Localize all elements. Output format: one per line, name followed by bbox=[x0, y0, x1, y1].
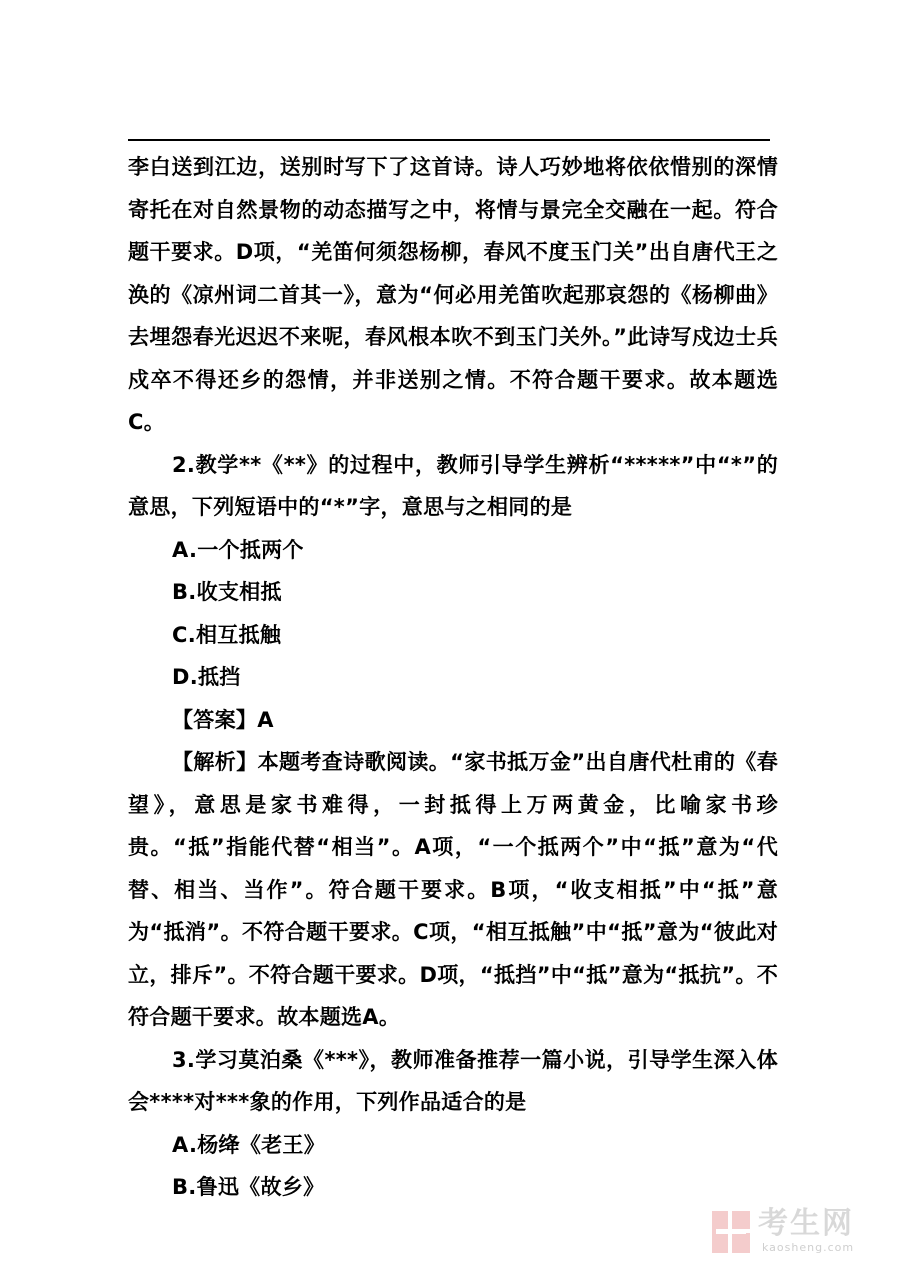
question-3-option-a: A.杨绛《老王》 bbox=[172, 1132, 326, 1157]
continued-analysis-paragraph: 李白送到江边，送别时写下了这首诗。诗人巧妙地将依依惜别的深情寄托在对自然景物的动态描写之中，将情与景完全交融在一起。符合题干要求。D项，“羌笛何须怨杨柳，春风不度玉门关”出自唐代王之涣的《凉州词二首其一》，意为“何必用羌笛吹起那哀怨的《杨柳曲》去埋怨春光迟迟不来呢，春风根本吹不到玉门关外。”此诗写戍边士兵戍卒不得还乡的怨情，并非送别之情。不符合题干要求。故本题选C。 bbox=[128, 155, 778, 434]
question-3-option-b: B.鲁迅《故乡》 bbox=[172, 1175, 325, 1199]
question-2-option-b: B.收支相抵 bbox=[172, 580, 282, 604]
watermark-logo-icon bbox=[710, 1209, 752, 1255]
question-2-option-a: A.一个抵两个 bbox=[172, 537, 304, 562]
question-2-stem: 2.教学**《**》的过程中，教师引导学生辨析“*****”中“*”的意思，下列短语中的“*”字，意思与之相同的是 bbox=[128, 452, 778, 519]
document-body bbox=[128, 146, 778, 1209]
question-2-option-d: D.抵挡 bbox=[172, 665, 241, 689]
question-2-option-c: C.相互抵触 bbox=[172, 622, 282, 647]
header-rule bbox=[128, 139, 770, 141]
watermark-url: kaosheng.com bbox=[762, 1241, 855, 1254]
watermark-title: 考生网 bbox=[758, 1206, 854, 1241]
question-3-stem: 3.学习莫泊桑《***》，教师准备推荐一篇小说，引导学生深入体会****对***象的作用，下列作品适合的是 bbox=[128, 1047, 778, 1114]
question-2-answer: 【答案】A bbox=[172, 707, 274, 732]
question-2-analysis: 【解析】本题考查诗歌阅读。“家书抵万金”出自唐代杜甫的《春望》，意思是家书难得，一封抵得上万两黄金，比喻家书珍贵。“抵”指能代替“相当”。A项，“一个抵两个”中“抵”意为“代替、相当、当作”。符合题干要求。B项，“收支相抵”中“抵”意为“抵消”。不符合题干要求。C项，“相互抵触”中“抵”意为“彼此对立，排斥”。不符合题干要求。D项，“抵挡”中“抵”意为“抵抗”。不符合题干要求。故本题选A。 bbox=[128, 750, 778, 1029]
watermark bbox=[710, 1207, 880, 1259]
